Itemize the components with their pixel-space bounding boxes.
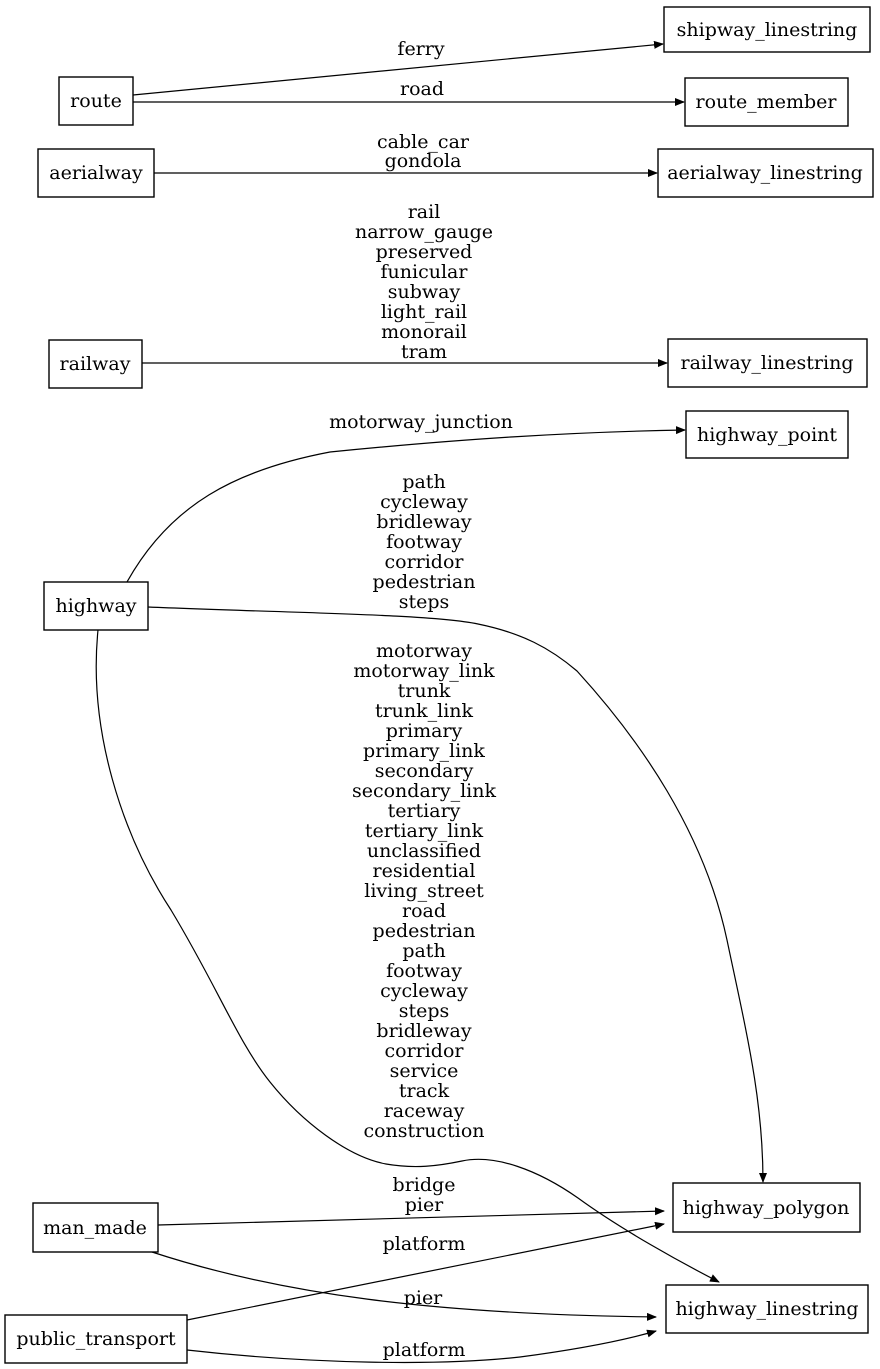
edge-label-ferry: ferry [397,38,445,60]
node-railway_linestring-label: railway_linestring [680,352,854,374]
edge-label-road: road [399,78,445,100]
node-railway [49,340,142,388]
node-route_member [685,78,848,126]
node-route_member-label: route_member [695,91,837,113]
node-aerialway [38,149,154,197]
node-railway_linestring [668,339,867,387]
node-highway_linestring-label: highway_linestring [675,1298,859,1320]
edge-label-platform-linestring: platform [382,1339,466,1361]
edge-label-platform-polygon: platform [382,1233,466,1255]
node-highway_polygon-label: highway_polygon [682,1197,850,1219]
edge-label-highway-road-values: motorway motorway_link trunk trunk_link primary primary_link secondary secondary_link tertiary tertiary_link unclassified residential living_street road pedestrian path footway cycleway steps bridleway corridor service track raceway construction [351,640,497,1142]
node-aerialway_linestring-label: aerialway_linestring [667,162,863,184]
node-highway-label: highway [55,595,137,617]
node-aerialway-label: aerialway [49,162,143,184]
node-highway_point [686,411,848,458]
node-public_transport [5,1315,187,1363]
node-highway_linestring [666,1285,868,1333]
edge-label-railway-values: rail narrow_gauge preserved funicular subway light_rail monorail tram [354,201,494,363]
node-man_made-label: man_made [43,1217,147,1239]
edge-label-cable_car-gondola: cable_car gondola [376,131,470,172]
node-man_made [33,1203,158,1252]
node-railway-label: railway [59,353,131,375]
node-route [59,77,133,125]
node-aerialway_linestring [658,149,873,197]
node-shipway_linestring-label: shipway_linestring [676,19,858,41]
edge-label-highway-path-values: path cycleway bridleway footway corridor pedestrian steps [372,471,476,613]
edge-label-bridge-pier: bridge pier [392,1174,456,1216]
node-highway_polygon [673,1183,860,1232]
edge-label-motorway_junction: motorway_junction [329,411,513,433]
edge-label-pier: pier [403,1287,443,1309]
node-highway [44,582,148,630]
node-shipway_linestring [664,7,870,52]
node-public_transport-label: public_transport [16,1328,176,1350]
node-route-label: route [70,90,122,112]
node-highway_point-label: highway_point [696,424,838,446]
